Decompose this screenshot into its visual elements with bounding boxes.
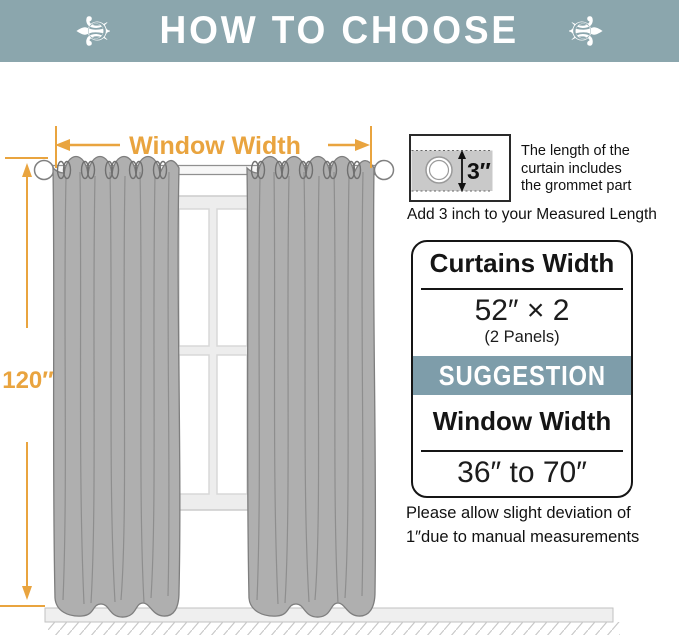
curtains-width-value: 52″ × 2	[474, 294, 570, 327]
fleur-de-lis-icon: ⚜	[67, 10, 122, 52]
deviation-footnote	[406, 502, 678, 549]
window-width-title: Window Width	[432, 406, 612, 436]
curtain-height-label: 120″	[2, 367, 54, 394]
window-width-label: Window Width	[129, 132, 301, 160]
window-width-value: 36″ to 70″	[457, 456, 587, 489]
header-banner	[0, 0, 679, 62]
fleur-de-lis-icon: ⚜	[557, 10, 612, 52]
curtain-panel-right	[247, 157, 375, 618]
suggestion-label: SUGGESTION	[438, 359, 606, 391]
footnote-line: Please allow slight deviation of	[406, 504, 631, 522]
grommet-size-label: 3″	[467, 158, 491, 184]
divider	[421, 450, 623, 452]
curtain-panel-left	[53, 157, 180, 618]
window	[168, 196, 258, 510]
divider	[421, 288, 623, 290]
footnote-line: 1″due to manual measurements	[406, 527, 640, 546]
curtain-height-measure	[0, 158, 54, 606]
grommet-note	[521, 143, 671, 196]
page-title: HOW TO CHOOSE	[159, 9, 520, 52]
size-recommendation-box	[411, 240, 633, 498]
suggestion-band	[413, 356, 631, 395]
grommet-note-line: The length of the	[521, 143, 630, 159]
curtains-width-title: Curtains Width	[429, 248, 615, 278]
rod-finial-right	[375, 161, 394, 180]
panels-note: (2 Panels)	[484, 328, 560, 346]
rod-finial-left	[35, 161, 54, 180]
grommet-note-line: the grommet part	[521, 178, 632, 194]
add-length-note: Add 3 inch to your Measured Length	[407, 206, 657, 223]
grommet-note-line: curtain includes	[521, 160, 622, 177]
